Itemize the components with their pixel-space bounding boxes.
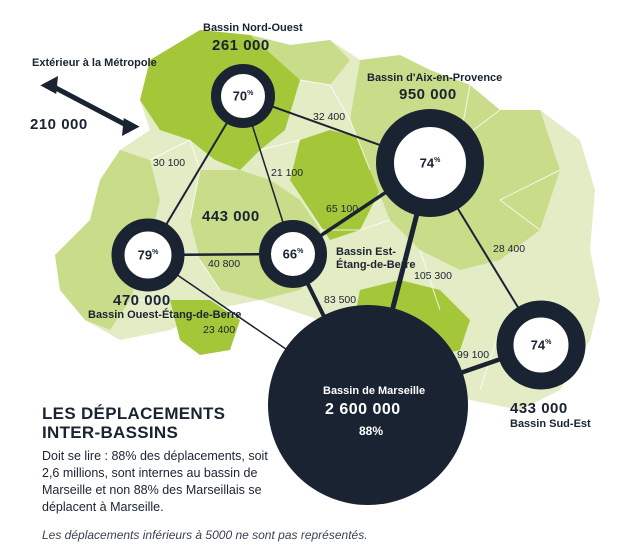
basin-name-est-etang-1: Bassin Est-	[336, 246, 396, 258]
flow-value-aix-est: 65 100	[326, 203, 359, 215]
flow-value-marseille-sud-est: 99 100	[457, 349, 490, 361]
legend-title-line1: LES DÉPLACEMENTS	[42, 404, 226, 423]
basin-total-ouest-etang: 470 000	[113, 292, 171, 309]
flow-value-aix-marseille: 105 300	[414, 270, 452, 282]
flow-value-ouest-est: 40 800	[208, 258, 241, 270]
basin-name-nord-ouest: Bassin Nord-Ouest	[203, 22, 303, 34]
pct-est-etang: 66%	[282, 246, 304, 262]
flow-value-est-marseille: 83 500	[324, 294, 357, 306]
flow-value-ouest-marseille: 23 400	[203, 324, 236, 336]
flow-value-nord-ouest-est: 21 100	[271, 167, 304, 179]
pct-nord-ouest: 70%	[232, 88, 254, 104]
legend-title-line2: INTER-BASSINS	[42, 423, 179, 442]
pct-sud-est: 74%	[530, 337, 552, 353]
pct-aix: 74%	[419, 155, 441, 171]
flow-value-nord-ouest-aix: 32 400	[313, 111, 346, 123]
flow-value-nord-ouest-ouest: 30 100	[153, 157, 186, 169]
basin-total-est-etang: 443 000	[202, 208, 260, 225]
legend-title	[42, 404, 225, 442]
basin-name-sud-est: Bassin Sud-Est	[510, 418, 591, 430]
basin-pct-marseille: 88%	[359, 424, 384, 438]
external-value: 210 000	[30, 116, 88, 133]
flow-value-aix-sud-est: 28 400	[493, 243, 526, 255]
basin-name-est-etang-2: Étang-de-Berre	[336, 259, 416, 271]
basin-total-marseille: 2 600 000	[325, 401, 401, 418]
basin-total-sud-est: 433 000	[510, 400, 568, 417]
pct-ouest-etang: 79%	[137, 247, 159, 263]
external-label: Extérieur à la Métropole	[32, 57, 157, 69]
basin-name-ouest-etang: Bassin Ouest-Étang-de-Berre	[88, 309, 242, 321]
legend-text: Doit se lire : 88% des déplacements, soit 2,6 millions, sont internes au bassin de Marseille et non 88% des Marseillais se déplacent à Marseille.	[42, 449, 268, 514]
basin-name-marseille: Bassin de Marseille	[323, 385, 426, 397]
basin-total-aix: 950 000	[399, 86, 457, 103]
basin-name-aix: Bassin d'Aix-en-Provence	[367, 72, 503, 84]
basin-total-nord-ouest: 261 000	[212, 37, 270, 54]
footnote: Les déplacements inférieurs à 5000 ne sont pas représentés.	[42, 528, 368, 542]
